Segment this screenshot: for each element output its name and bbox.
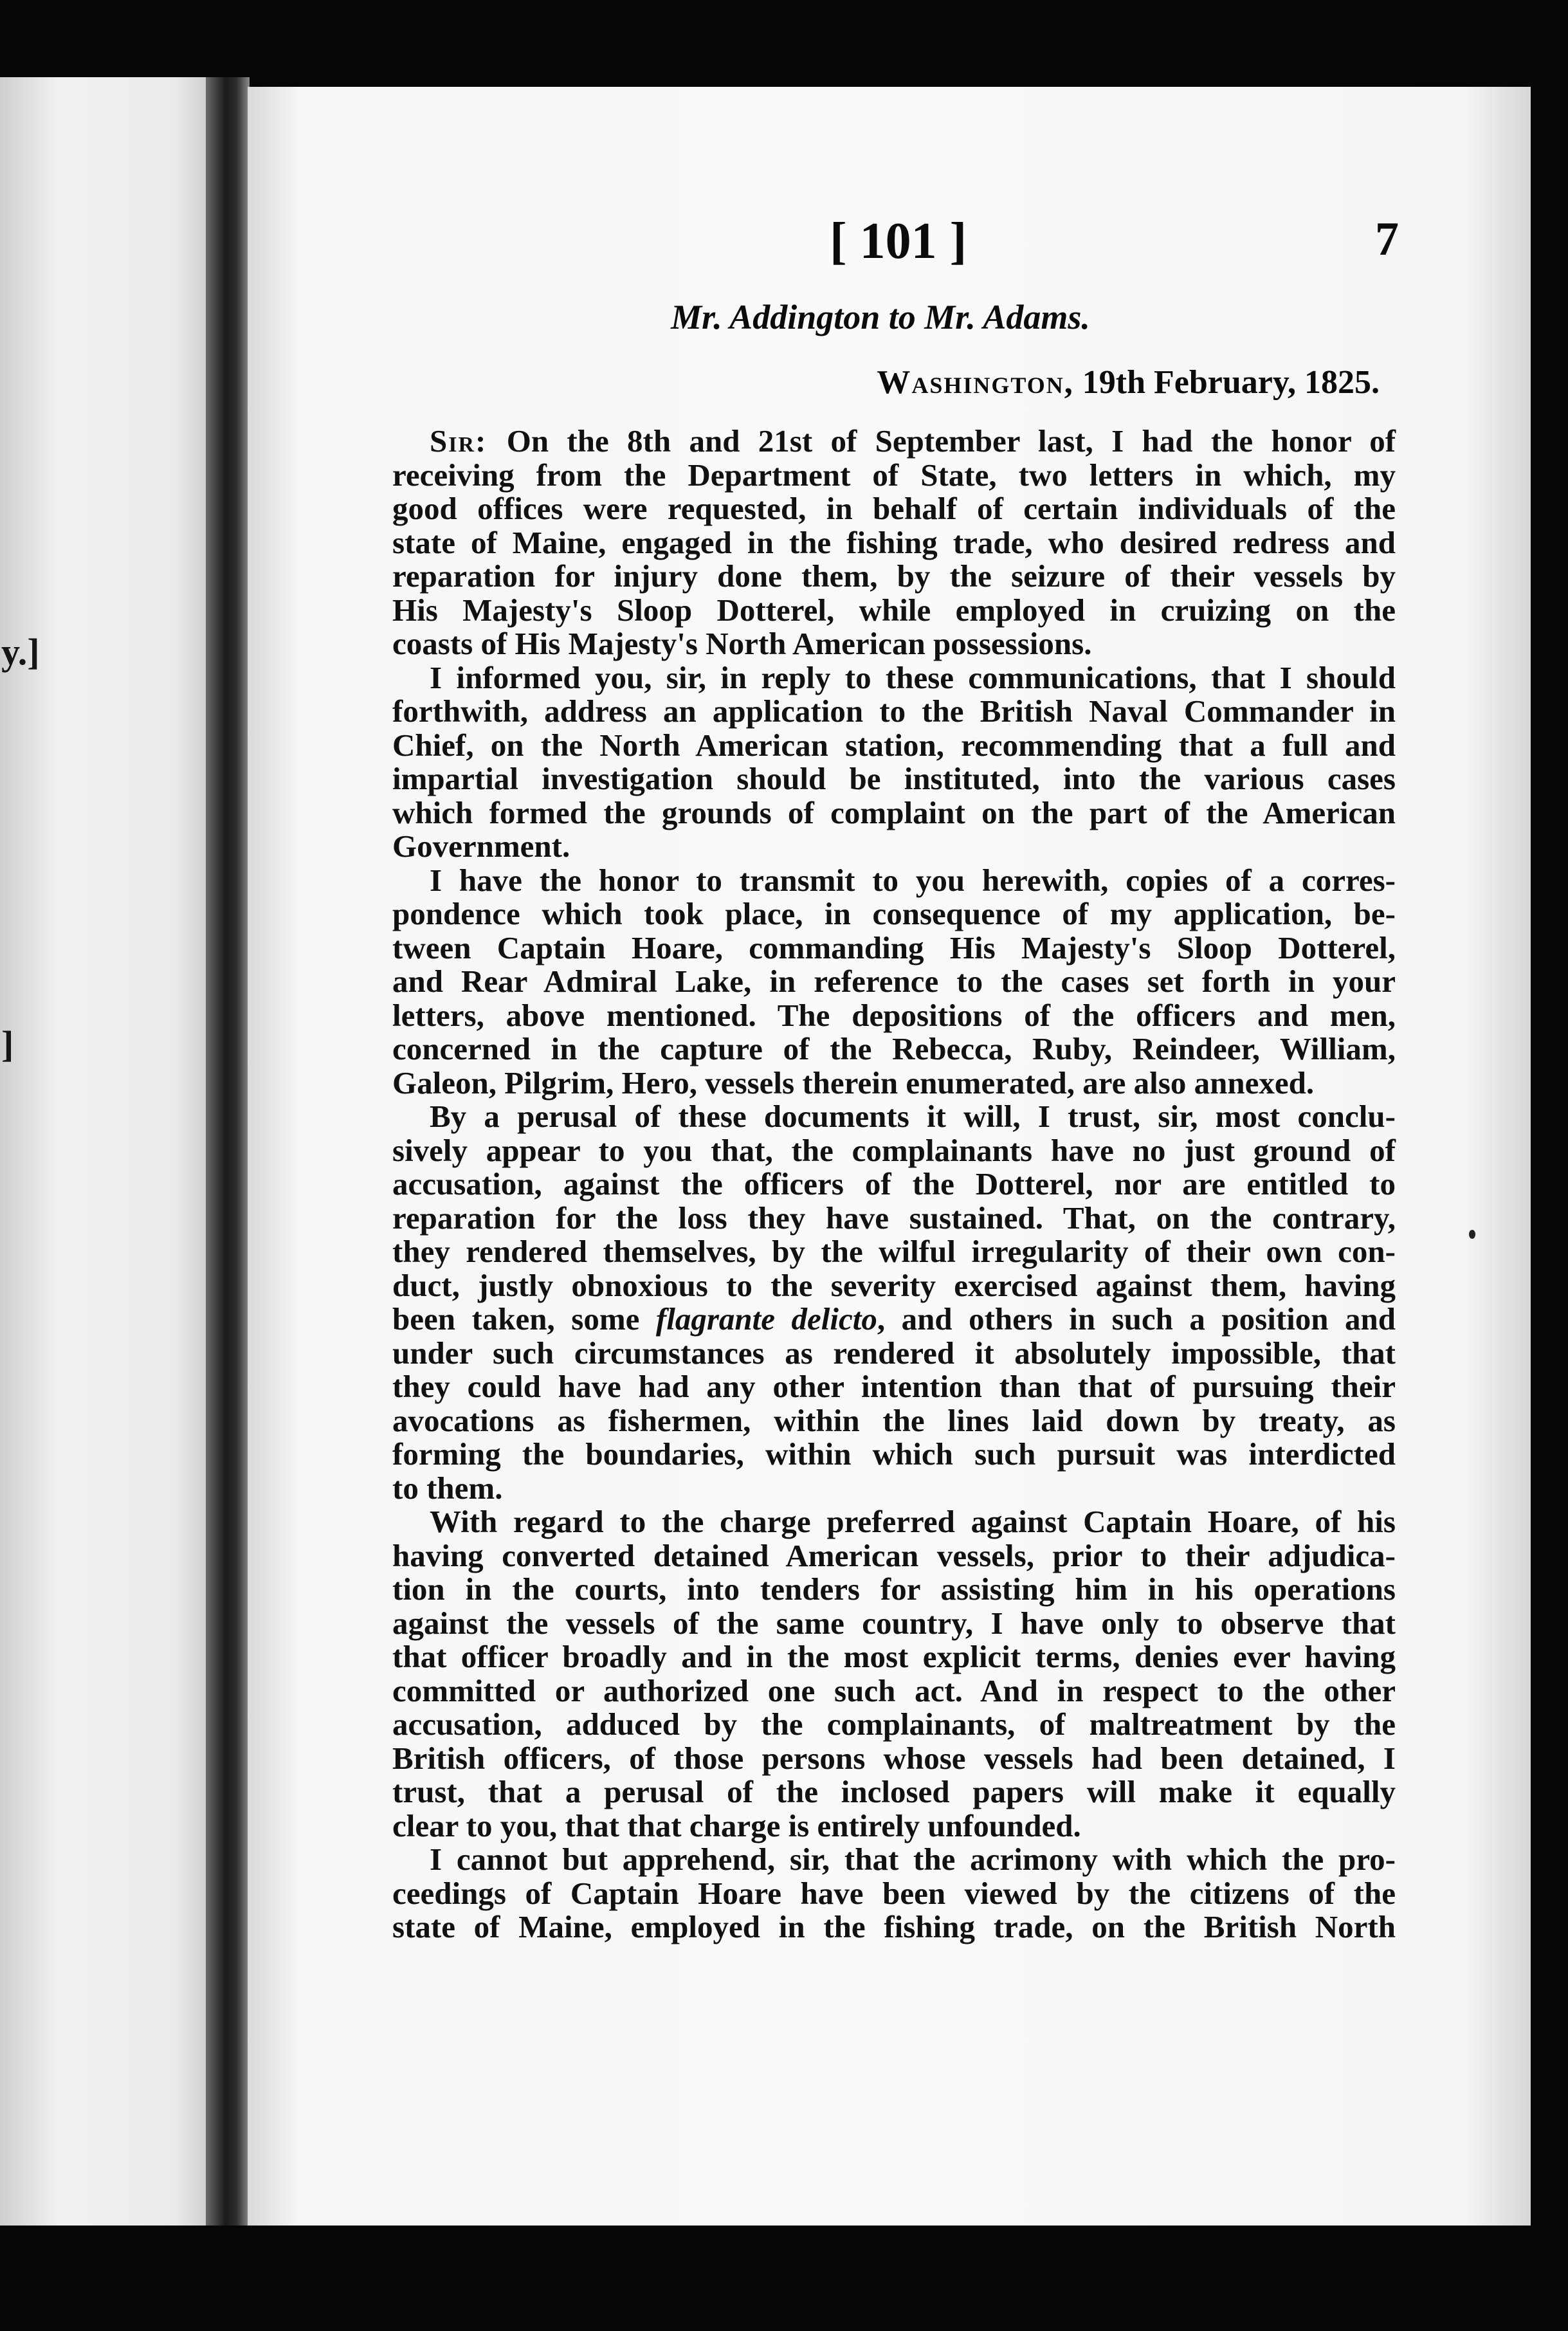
paragraph [392, 1505, 1396, 1843]
page-number: 7 [1375, 213, 1399, 266]
text-line: state of Maine, engaged in the fishing trade, who desired redress and [392, 524, 1396, 560]
text-line: By a perusal of these documents it will, I trust, sir, most conclu- [430, 1099, 1396, 1134]
text-line: against the vessels of the same country, I have only to observe that [392, 1605, 1396, 1641]
text-line: impartial investigation should be instituted, into the various cases [392, 761, 1396, 796]
letter-heading: Mr. Addington to Mr. Adams. [671, 298, 1090, 336]
text-line: reparation for injury done them, by the seizure of their vessels by [392, 558, 1396, 594]
text-line: trust, that a perusal of the inclosed papers will make it equally [392, 1774, 1396, 1809]
text-line: clear to you, that that charge is entirely unfounded. [392, 1807, 1081, 1843]
text-line: Government. [392, 828, 570, 864]
text-line: forming the boundaries, within which such pursuit was interdicted [392, 1436, 1396, 1472]
text-line: good offices were requested, in behalf of certain individuals of the [392, 491, 1396, 526]
salutation: Sir: [430, 423, 507, 459]
text-line: ceedings of Captain Hoare have been viewed by the citizens of the [392, 1875, 1396, 1911]
paragraph [392, 1100, 1396, 1505]
latin-phrase: flagrante delicto [655, 1301, 877, 1337]
text-line: tween Captain Hoare, commanding His Majesty's Sloop Dotterel, [392, 929, 1396, 965]
text-line: coasts of His Majesty's North American possessions. [392, 626, 1092, 661]
text-line: I have the honor to transmit to you herewith, copies of a corres- [430, 862, 1396, 898]
text-line: they rendered themselves, by the wilful irregularity of their own con- [392, 1234, 1396, 1269]
text-line: accusation, adduced by the complainants, of maltreatment by the [392, 1706, 1396, 1742]
text-line: reparation for the loss they have sustained. That, on the contrary, [392, 1200, 1396, 1236]
text-line: sively appear to you that, the complainants have no just ground of [392, 1132, 1396, 1168]
text-line: concerned in the capture of the Rebecca, Ruby, Reindeer, William, [392, 1031, 1396, 1066]
text-line: forthwith, address an application to the British Naval Commander in [392, 693, 1396, 729]
left-page-fragment-2: ] [1, 1023, 14, 1065]
text-line: pondence which took place, in consequence of my application, be- [392, 896, 1396, 931]
dateline [801, 363, 1380, 401]
text-line: Sir: On the 8th and 21st of September last, I had the honor of [430, 423, 1396, 459]
text-line: duct, justly obnoxious to the severity exercised against them, having [392, 1267, 1396, 1303]
text-line: I informed you, sir, in reply to these communications, that I should [430, 659, 1396, 695]
text-line: and Rear Admiral Lake, in reference to the cases set forth in your [392, 964, 1396, 999]
text-line: which formed the grounds of complaint on the part of the American [392, 794, 1396, 830]
dateline-date: 19th February, 1825. [1082, 364, 1380, 401]
text-line: been taken, some flagrante delicto, and others in such a position and [392, 1301, 1396, 1337]
text-line: that officer broadly and in the most explicit terms, denies ever having [392, 1639, 1396, 1674]
text-line: I cannot but apprehend, sir, that the acrimony with which the pro- [430, 1842, 1396, 1877]
paragraph [392, 864, 1396, 1101]
text-line: accusation, against the officers of the Dotterel, nor are entitled to [392, 1166, 1396, 1202]
text-line: avocations as fishermen, within the lines laid down by treaty, as [392, 1402, 1396, 1438]
text-line: to them. [392, 1470, 503, 1506]
letter-body [392, 425, 1396, 1944]
dateline-place: Washington, [877, 364, 1074, 401]
text-line: having converted detained American vessels, prior to their adjudica- [392, 1537, 1396, 1573]
left-page-fragment-1: y.] [1, 631, 40, 673]
text-line: tion in the courts, into tenders for assisting him in his operations [392, 1571, 1396, 1607]
text-line: British officers, of those persons whose vessels had been detained, I [392, 1740, 1396, 1776]
text-line: committed or authorized one such act. And in respect to the other [392, 1672, 1396, 1708]
text-line: letters, above mentioned. The depositions of the officers and men, [392, 997, 1396, 1033]
paragraph [392, 1843, 1396, 1944]
ink-speck [1469, 1230, 1475, 1239]
text-line: Chief, on the North American station, recommending that a full and [392, 727, 1396, 763]
text-line: With regard to the charge preferred against Captain Hoare, of his [430, 1504, 1396, 1539]
text-line: Galeon, Pilgrim, Hero, vessels therein enumerated, are also annexed. [392, 1065, 1315, 1101]
book-gutter [206, 77, 250, 2226]
text-line: receiving from the Department of State, two letters in which, my [392, 457, 1396, 493]
left-facing-page [0, 77, 232, 2226]
text-line: under such circumstances as rendered it absolutely impossible, that [392, 1335, 1396, 1371]
text-line: they could have had any other intention than that of pursuing their [392, 1369, 1396, 1404]
folio-number: [ 101 ] [830, 213, 967, 270]
paragraph [392, 661, 1396, 864]
text-line: state of Maine, employed in the fishing trade, on the British North [392, 1909, 1396, 1944]
paragraph [392, 425, 1396, 661]
text-line: His Majesty's Sloop Dotterel, while employed in cruizing on the [392, 592, 1396, 628]
